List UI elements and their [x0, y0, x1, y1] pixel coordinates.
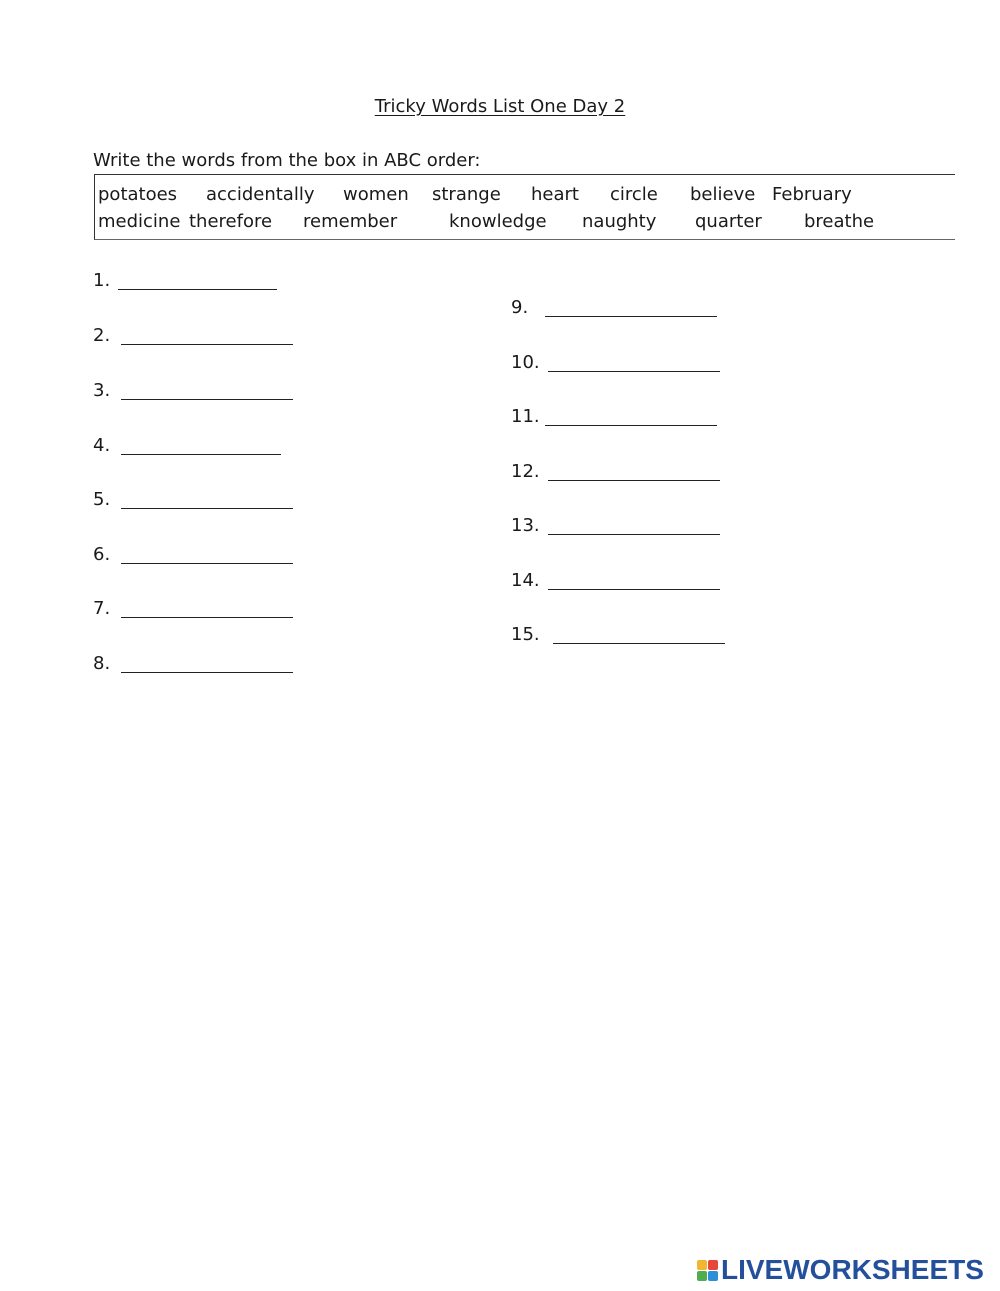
answer-number: 12.	[511, 461, 540, 482]
instruction-text: Write the words from the box in ABC order:	[93, 150, 481, 171]
word-bank-item: strange	[432, 184, 501, 205]
answer-number: 1.	[93, 270, 111, 291]
answer-number: 15.	[511, 624, 540, 645]
word-bank-item: potatoes	[98, 184, 178, 205]
answer-number: 5.	[93, 489, 111, 510]
answer-number: 7.	[93, 598, 111, 619]
answer-blank[interactable]	[545, 425, 717, 426]
word-bank-item: breathe	[804, 211, 875, 232]
answer-blank[interactable]	[548, 480, 720, 481]
answer-number: 14.	[511, 570, 540, 591]
answer-blank[interactable]	[121, 563, 293, 564]
logo-square-icon	[697, 1260, 707, 1270]
word-bank-item: circle	[610, 184, 658, 205]
answer-blank[interactable]	[121, 454, 281, 455]
answer-number: 13.	[511, 515, 540, 536]
word-bank-item: quarter	[695, 211, 762, 232]
worksheet-title: Tricky Words List One Day 2	[374, 96, 626, 117]
brand-name: LIVEWORKSHEETS	[721, 1254, 984, 1285]
word-bank-item: knowledge	[449, 211, 547, 232]
answer-blank[interactable]	[548, 534, 720, 535]
answer-blank[interactable]	[121, 672, 293, 673]
answer-blank[interactable]	[553, 643, 725, 644]
word-bank-item: heart	[531, 184, 579, 205]
answer-blank[interactable]	[548, 589, 720, 590]
answer-number: 6.	[93, 544, 111, 565]
word-bank-item: women	[343, 184, 409, 205]
word-bank-item: naughty	[582, 211, 657, 232]
word-bank-item: remember	[303, 211, 398, 232]
answer-number: 3.	[93, 380, 111, 401]
logo-square-icon	[708, 1260, 718, 1270]
answer-number: 10.	[511, 352, 540, 373]
answer-number: 4.	[93, 435, 111, 456]
answer-blank[interactable]	[548, 371, 720, 372]
answer-number: 2.	[93, 325, 111, 346]
logo-square-icon	[708, 1271, 718, 1281]
word-bank-item: February	[772, 184, 852, 205]
word-bank-item: believe	[690, 184, 756, 205]
brand-logo-icon	[697, 1260, 718, 1281]
answer-blank[interactable]	[118, 289, 277, 290]
answer-blank[interactable]	[121, 399, 293, 400]
word-bank-item: medicine	[98, 211, 181, 232]
answer-blank[interactable]	[121, 508, 293, 509]
answer-number: 8.	[93, 653, 111, 674]
answer-blank[interactable]	[121, 344, 293, 345]
answer-number: 9.	[511, 297, 529, 318]
word-bank-item: therefore	[189, 211, 273, 232]
liveworksheets-logo	[697, 1255, 984, 1285]
answer-blank[interactable]	[545, 316, 717, 317]
answer-number: 11.	[511, 406, 540, 427]
word-bank-item: accidentally	[206, 184, 315, 205]
logo-square-icon	[697, 1271, 707, 1281]
answer-blank[interactable]	[121, 617, 293, 618]
